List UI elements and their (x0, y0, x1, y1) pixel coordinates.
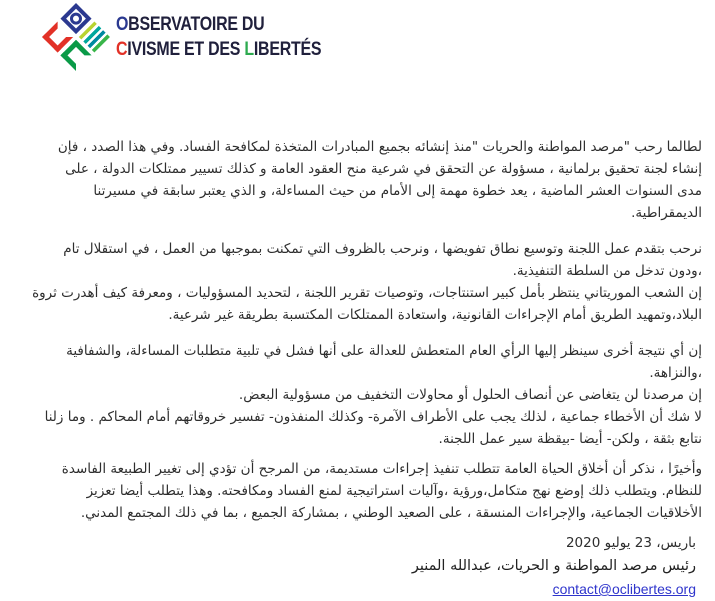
body-line: البلاد،وتمهيد الطريق أمام الإجراءات القانونية، واستعادة الممتلكات المكتسبة بطريقة غير شرعية. (168, 307, 702, 323)
body-line: وأخيرًا ، نذكر أن أخلاق الحياة العامة تتطلب تنفيذ إجراءات مستديمة، من المرجح أن تؤدي إلى تغيير الطبيعة الفاسدة (61, 461, 702, 477)
paragraph-4 (8, 458, 702, 524)
body-line: لطالما رحب "مرصد المواطنة والحريات "منذ إنشائه بجميع المبادرات المتخذة لمكافحة الفساد. وفي هذا الصدد ، فإن (57, 139, 702, 155)
body-line: إنشاء لجنة تحقيق برلمانية ، مسؤولة عن التحقق في شرعية منح العقود العامة و كذلك تسيير ممتلكات الدولة ، على (65, 161, 702, 177)
body-line: نرحب بتقدم عمل اللجنة وتوسيع نطاق تفويضها ، ونرحب بالظروف التي تمكنت بموجبها من العمل ، في استقلال تام (63, 241, 702, 257)
body-line: ،والنزاهة. (649, 365, 702, 381)
body-line: نتابع بثقة ، ولكن- أيضا -بيقظة سير عمل اللجنة. (438, 431, 702, 447)
body-line: الأخلاقيات الجماعية، والإجراءات المنسقة ، على الصعيد الوطني ، بمشاركة الجميع ، بما في ذلك المجتمع المدني. (80, 505, 702, 521)
body-line: إن مرصدنا لن يتغاضى عن أنصاف الحلول أو محاولات التخفيف من مسؤولية البعض. (238, 387, 702, 403)
body-line: ،ودون تدخل من السلطة التنفيذية. (512, 263, 702, 279)
signature-block (8, 532, 702, 601)
org-name (116, 12, 321, 62)
org-logo (45, 6, 360, 68)
date-line: باريس، 23 يوليو 2020 (565, 535, 696, 551)
paragraph-1 (8, 136, 702, 224)
body-line: لا شك أن الأخطاء جماعية ، لذلك يجب على الأطراف الآمرة- وكذلك المنفذون- تفسير خروقاتهم أمام المحاكم . وما زلنا (44, 409, 702, 425)
body-line: للنظام. ويتطلب ذلك إوضع نهج متكامل،ورؤية ،وآليات استراتيجية لمنع الفساد ومكافحته. وهذا يتطلب أيضا تعزيز (86, 483, 702, 499)
paragraph-3 (8, 340, 702, 450)
ocl-diamond-logo-icon (45, 6, 107, 68)
body-line: إن أي نتيجة أخرى سينظر إليها الرأي العام المتعطش للعدالة على أنها فشل في تلبية متطلبات المساءلة، والشفافية (66, 343, 702, 359)
org-name-line1: OBSERVATOIRE DU (116, 14, 265, 35)
body-line: مدى السنوات العشر الماضية ، يعد خطوة مهمة إلى الأمام من حيث المساءلة، و الذي يعتبر سابقة في مسيرتنا (93, 183, 702, 199)
paragraph-2 (8, 238, 702, 326)
org-name-line2: CIVISME ET DES LIBERTÉS (116, 39, 322, 60)
statement-body (8, 136, 702, 601)
body-line: الديمقراطية. (631, 205, 702, 221)
body-line: إن الشعب الموريتاني ينتظر بأمل كبير استنتاجات، وتوصيات تقرير اللجنة ، لتحديد المسؤوليات ، ومعرفة كيف أهدرت ثروة (32, 285, 702, 301)
signature-line: رئيس مرصد المواطنة و الحريات، عبدالله المنير (411, 558, 696, 574)
contact-email-link[interactable]: contact@oclibertes.org (552, 581, 696, 597)
email-line (8, 578, 696, 601)
